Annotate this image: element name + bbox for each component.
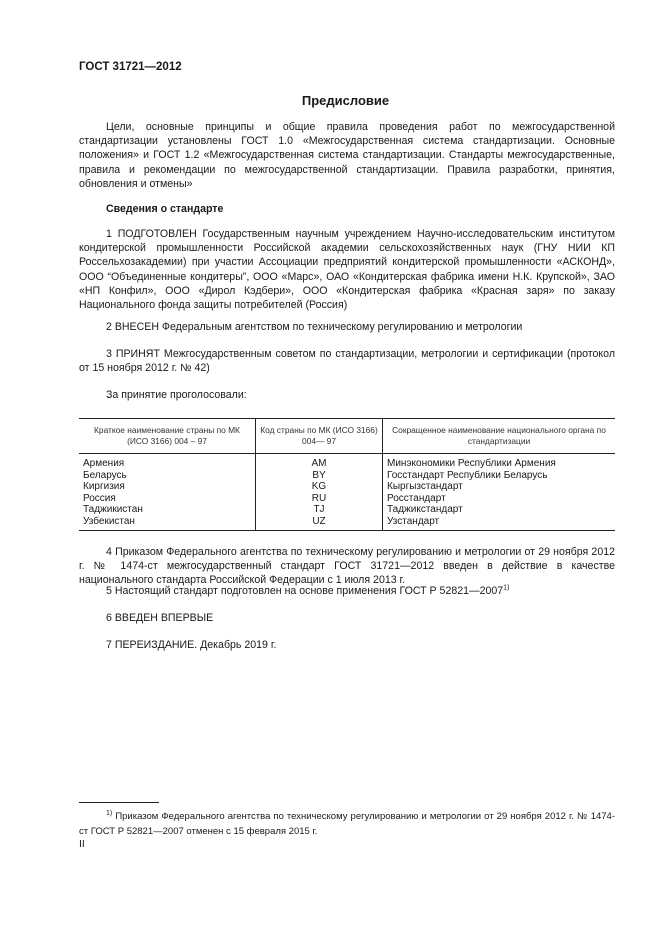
footnote-separator: [79, 802, 159, 803]
item-5-text: 5 Настоящий стандарт подготовлен на основе применения ГОСТ Р 52821—2007: [106, 585, 504, 597]
section-subheading: Сведения о стандарте: [106, 203, 224, 215]
cell-body: Росстандарт: [383, 493, 616, 505]
cell-code: BY: [256, 470, 383, 482]
cell-code: TJ: [256, 504, 383, 516]
table-row: [79, 454, 615, 470]
footnote-text: Приказом Федерального агентства по техническому регулированию и метрологии от 29 ноября 2012 г. № 1474-ст ГОСТ Р 52821—2007 отменен с 15 февраля 2015 г.: [79, 811, 616, 837]
document-code: ГОСТ 31721—2012: [79, 61, 182, 73]
cell-country: Армения: [83, 458, 125, 469]
table-header-body: Сокращенное наименование национального органа по стандартизации: [383, 419, 616, 454]
table-row: [79, 493, 615, 505]
cell-body: Таджикстандарт: [383, 504, 616, 516]
preface-intro: Цели, основные принципы и общие правила проведения работ по межгосударственной стандартизации установлены ГОСТ 1.0 «Межгосударственная система стандартизации. Основные положения» и ГОСТ 1.2 «Межгосударственная система стандартизации. Стандарты межгосударственные, правила и рекомендации по межгосударственной стандартизации. Правила разработки, принятия, обновления и отмены»: [79, 121, 615, 190]
item-4: 4 Приказом Федерального агентства по техническому регулированию и метрологии от 29 ноября 2012 г. № 1474-ст межгосударственный стандарт ГОСТ 31721—2012 введен в действие в качестве национального стандарта Российской Федерации с 1 июля 2013 г.: [79, 546, 615, 587]
cell-body: Узстандарт: [383, 516, 616, 530]
cell-body: Кыргызстандарт: [383, 481, 616, 493]
item-7: 7 ПЕРЕИЗДАНИЕ. Декабрь 2019 г.: [106, 639, 277, 651]
table-row: [79, 481, 615, 493]
cell-code: RU: [256, 493, 383, 505]
table-row: [79, 516, 615, 530]
voting-table: [79, 418, 615, 531]
footnote-ref: 1): [503, 584, 510, 592]
cell-country: Россия: [83, 492, 116, 504]
table-header-row: [79, 419, 615, 454]
table-header-code: Код страны по МК (ИСО 3166) 004— 97: [256, 419, 383, 454]
item-5: [79, 584, 615, 598]
item-1: 1 ПОДГОТОВЛЕН Государственным научным учреждением Научно-исследовательским институтом кондитерской промышленности Российской академии сельскохозяйственных наук (ГНУ НИИ КП Россельхозакадемии) при участии Ассоциации предприятий кондитерской промышленности «АСКОНД», ООО “Объединенные кондитеры”, ООО «Марс», ОАО «Кондитерская фабрика имени Н.К. Крупской», ЗАО «НП Конфил», ООО «Дирол Кэдбери», ООО «Кондитерская фабрика «Красная заря» по заказу Национального фонда защиты потребителей (Россия): [79, 228, 615, 312]
cell-body: Госстандарт Республики Беларусь: [383, 470, 616, 482]
cell-body: Минэкономики Республики Армения: [383, 454, 616, 470]
cell-country: Таджикистан: [83, 504, 143, 516]
cell-country: Беларусь: [83, 469, 127, 481]
table-row: [79, 504, 615, 516]
voted-label: За принятие проголосовали:: [106, 389, 247, 401]
footnote: [79, 810, 615, 839]
cell-country: Узбекистан: [79, 516, 256, 530]
table-header-country: Краткое наименование страны по МК (ИСО 3166) 004 – 97: [79, 419, 256, 454]
table-row: [79, 470, 615, 482]
item-3: 3 ПРИНЯТ Межгосударственным советом по стандартизации, метрологии и сертификации (протокол от 15 ноября 2012 г. № 42): [79, 348, 615, 375]
item-6: 6 ВВЕДЕН ВПЕРВЫЕ: [106, 612, 214, 624]
page-title: Предисловие: [301, 93, 390, 108]
footnote-mark: 1): [106, 809, 113, 817]
cell-country: Киргизия: [83, 481, 125, 493]
item-2: 2 ВНЕСЕН Федеральным агентством по техническому регулированию и метрологии: [106, 321, 523, 333]
cell-code: KG: [256, 481, 383, 493]
page-number: II: [79, 838, 85, 850]
cell-code: AM: [256, 454, 383, 470]
cell-code: UZ: [256, 516, 383, 530]
